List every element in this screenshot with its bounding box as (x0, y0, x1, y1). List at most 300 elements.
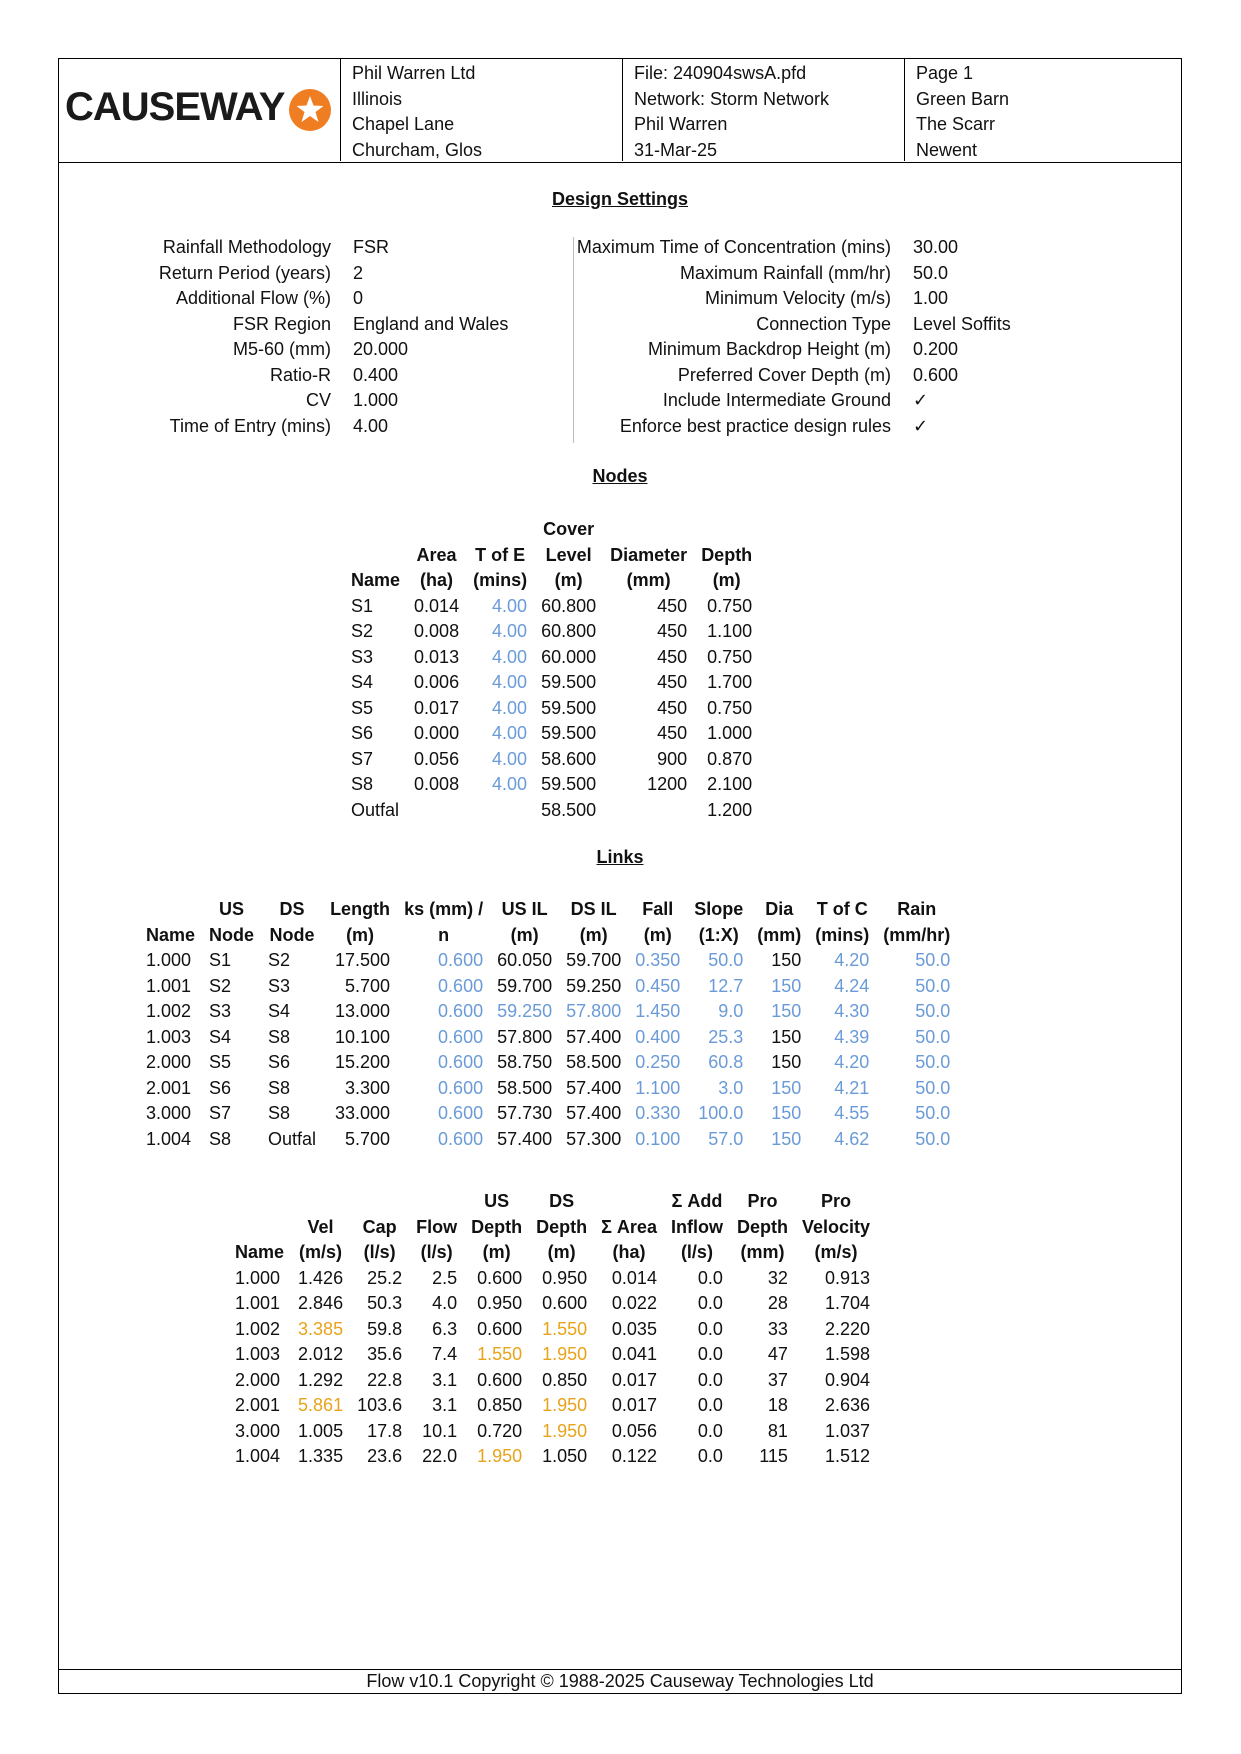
table-cell: 58.500 (566, 1052, 622, 1072)
table-cell: 5.700 (345, 1128, 391, 1149)
logo-text: CAUSEWAY (65, 85, 285, 129)
table-cell: 1.450 (635, 1001, 681, 1021)
table-cell: 23.6 (367, 1446, 403, 1466)
table-row (139, 999, 957, 1025)
table-cell: 0.056 (414, 748, 460, 769)
table-row (228, 1317, 877, 1343)
table-cell: 0.0 (697, 1344, 723, 1364)
table-cell: 150 (771, 1026, 802, 1047)
table-cell: 0.0 (697, 1267, 723, 1288)
logo (59, 59, 341, 161)
table-cell: 59.500 (541, 672, 597, 692)
column-header: Pro Depth (mm) (736, 1191, 788, 1262)
table-cell: 0.600 (438, 1052, 484, 1072)
table-cell: S6 (268, 1052, 291, 1072)
table-cell: 4.00 (492, 697, 528, 718)
table-cell: 2.000 (235, 1369, 281, 1390)
table-cell: S5 (351, 697, 374, 718)
column-header: US Depth (m) (471, 1191, 523, 1262)
table-cell: 57.730 (497, 1103, 553, 1123)
table-cell: 0.006 (414, 672, 460, 692)
table-cell: 0.0 (697, 1395, 723, 1415)
table-cell: 1.004 (146, 1128, 192, 1149)
setting-value: England and Wales (353, 313, 509, 334)
table-row (344, 772, 759, 798)
table-cell: 1.426 (298, 1267, 344, 1288)
table-cell: 1.598 (824, 1344, 870, 1364)
table-cell: 4.62 (834, 1128, 870, 1149)
table-cell: 1.292 (298, 1369, 344, 1390)
nodes-table (344, 517, 759, 823)
setting-row (59, 337, 508, 363)
table-cell: 4.00 (492, 774, 528, 794)
table-cell: 57.400 (497, 1128, 553, 1149)
table-cell: S2 (209, 975, 232, 996)
setting-label: M5-60 (mm) (233, 339, 331, 359)
table-cell: 150 (771, 1128, 802, 1149)
table-cell: S1 (209, 950, 232, 970)
table-cell: 0.014 (611, 1267, 657, 1288)
table-cell: S1 (351, 595, 374, 616)
setting-label: Include Intermediate Ground (662, 390, 891, 410)
table-cell: 0.600 (477, 1318, 523, 1339)
table-cell: 1200 (647, 774, 688, 794)
table-cell: 0.600 (542, 1293, 588, 1313)
table-cell: 0.017 (611, 1369, 657, 1390)
column-header: Length (m) (330, 899, 391, 945)
table-cell: 450 (657, 621, 688, 641)
table-cell: 1.037 (824, 1420, 870, 1441)
company-line: Illinois (352, 88, 403, 109)
table-cell: 0.0 (697, 1293, 723, 1313)
design-settings-right (513, 235, 1011, 439)
setting-row (513, 414, 1011, 440)
table-cell: 2.012 (298, 1344, 344, 1364)
company-line: Phil Warren Ltd (352, 63, 476, 83)
setting-value: 30.00 (913, 237, 959, 257)
table-cell: 0.750 (707, 595, 753, 616)
setting-label: Preferred Cover Depth (m) (677, 364, 891, 385)
table-row (228, 1291, 877, 1317)
table-cell: 0.600 (438, 1001, 484, 1021)
table-row (344, 696, 759, 722)
table-row (344, 747, 759, 773)
table-cell: 1.002 (235, 1318, 281, 1339)
table-cell: 0.000 (414, 723, 460, 743)
setting-row (59, 261, 508, 287)
table-cell: 3.000 (146, 1103, 192, 1123)
setting-value: 0.200 (913, 339, 959, 359)
file-line: File: 240904swsA.pfd (634, 63, 807, 83)
file-info (623, 59, 905, 161)
table-row (139, 1101, 957, 1127)
table-cell: 1.002 (146, 1001, 192, 1021)
column-header: DS Node (269, 899, 315, 945)
table-cell: 0.600 (438, 1128, 484, 1149)
table-cell (407, 798, 466, 824)
table-cell: 33 (767, 1318, 788, 1339)
table-cell: 150 (771, 1052, 802, 1072)
table-cell: 59.8 (367, 1318, 403, 1339)
company-line: Churcham, Glos (352, 139, 483, 160)
report-header (59, 59, 1181, 163)
setting-value: 0.400 (353, 364, 399, 385)
table-cell: 1.050 (542, 1446, 588, 1466)
column-header: Pro Velocity (m/s) (801, 1191, 870, 1262)
table-cell: 59.700 (497, 975, 553, 996)
table-cell: 10.100 (335, 1026, 391, 1047)
table-cell: S5 (209, 1052, 232, 1072)
setting-label: Time of Entry (mins) (169, 415, 331, 436)
table-cell: 59.250 (497, 1001, 553, 1021)
table-cell: 1.000 (235, 1267, 281, 1288)
table-cell: 60.050 (497, 950, 553, 970)
table-cell: 25.2 (367, 1267, 403, 1288)
table-cell: 0.041 (611, 1344, 657, 1364)
table-cell: 32 (767, 1267, 788, 1288)
table-cell: 1.001 (235, 1293, 281, 1313)
table-row (139, 948, 957, 974)
table-cell: 1.004 (235, 1446, 281, 1466)
table-cell: 0.850 (542, 1369, 588, 1390)
table-row (344, 670, 759, 696)
table-cell: 1.100 (635, 1077, 681, 1098)
column-header: Σ Area (ha) (601, 1216, 657, 1262)
table-cell: 15.200 (335, 1052, 391, 1072)
table-cell: 0.0 (697, 1420, 723, 1441)
table-cell: S2 (351, 621, 374, 641)
table-cell: 2.636 (824, 1395, 870, 1415)
table-cell: S4 (209, 1026, 232, 1047)
table-cell: 1.512 (824, 1446, 870, 1466)
table-cell: 450 (657, 646, 688, 667)
table-row (228, 1266, 877, 1292)
column-header: Slope (1:X) (694, 899, 744, 945)
table-cell: 58.750 (497, 1052, 553, 1072)
table-cell (466, 798, 534, 824)
setting-label: FSR Region (232, 313, 331, 334)
column-header: T of C (mins) (815, 899, 870, 945)
table-cell: 3.300 (345, 1077, 391, 1098)
table-cell: 450 (657, 723, 688, 743)
setting-label: Return Period (years) (158, 262, 331, 283)
setting-value: 50.0 (913, 262, 949, 283)
table-cell: 60.800 (541, 595, 597, 616)
table-cell: 1.000 (146, 950, 192, 970)
table-cell: 0.014 (414, 595, 460, 616)
table-cell: 50.3 (367, 1293, 403, 1313)
column-header: Flow (l/s) (416, 1216, 458, 1262)
table-cell: 0.600 (438, 1103, 484, 1123)
table-cell: 100.0 (698, 1103, 744, 1123)
table-cell: 0.013 (414, 646, 460, 667)
table-cell: 1.335 (298, 1446, 344, 1466)
column-header: Name (146, 924, 196, 945)
setting-value: Level Soffits (913, 313, 1011, 334)
setting-label: Additional Flow (%) (175, 288, 331, 308)
table-row (139, 1050, 957, 1076)
setting-value: 0.600 (913, 364, 959, 385)
table-cell: 450 (657, 672, 688, 692)
table-cell: 9.0 (718, 1001, 744, 1021)
table-cell: 28 (767, 1293, 788, 1313)
table-cell: 0.035 (611, 1318, 657, 1339)
table-row (228, 1444, 877, 1470)
table-cell: 0.122 (611, 1446, 657, 1466)
table-cell: S4 (268, 1001, 291, 1021)
table-cell: 1.001 (146, 975, 192, 996)
table-cell: S3 (268, 975, 291, 996)
table-cell: 25.3 (708, 1026, 744, 1047)
setting-value: 20.000 (353, 339, 409, 359)
table-cell: 1.950 (542, 1344, 588, 1364)
setting-label: Maximum Rainfall (mm/hr) (679, 262, 891, 283)
table-cell: 115 (759, 1446, 788, 1466)
table-cell: 450 (657, 595, 688, 616)
table-cell: 22.0 (422, 1446, 458, 1466)
page-line: Newent (916, 139, 978, 160)
table-cell: 12.7 (708, 975, 744, 996)
table-row (228, 1419, 877, 1445)
table-cell: 0.904 (824, 1369, 870, 1390)
table-cell: 0.913 (824, 1267, 870, 1288)
file-line: Phil Warren (634, 114, 728, 134)
table-cell: 4.00 (492, 723, 528, 743)
table-cell: S8 (268, 1103, 291, 1123)
table-cell: 1.003 (146, 1026, 192, 1047)
table-cell: 59.500 (541, 697, 597, 718)
table-cell: 3.1 (432, 1395, 458, 1415)
table-cell: 57.800 (497, 1026, 553, 1047)
table-cell: 22.8 (367, 1369, 403, 1390)
table-cell: 10.1 (422, 1420, 458, 1441)
company-line: Chapel Lane (352, 114, 455, 134)
table-cell: 0.600 (438, 950, 484, 970)
table-cell: 4.00 (492, 595, 528, 616)
setting-value: 2 (353, 262, 364, 283)
table-cell: 0.017 (611, 1395, 657, 1415)
table-cell: 4.20 (834, 950, 870, 970)
setting-row (513, 312, 1011, 338)
table-cell: 1.100 (707, 621, 753, 641)
table-cell: 60.8 (708, 1052, 744, 1072)
page-line: Green Barn (916, 88, 1010, 109)
setting-row (513, 337, 1011, 363)
setting-row (513, 261, 1011, 287)
table-cell: 0.600 (438, 975, 484, 996)
setting-label: Enforce best practice design rules (619, 415, 891, 436)
table-cell: S8 (268, 1026, 291, 1047)
table-cell: 50.0 (915, 1077, 951, 1098)
table-cell: 0.022 (611, 1293, 657, 1313)
table-cell: 13.000 (335, 1001, 391, 1021)
setting-label: CV (305, 390, 331, 410)
design-settings-title: Design Settings (551, 189, 689, 209)
table-cell: 50.0 (915, 1052, 951, 1072)
table-cell: 2.846 (298, 1293, 344, 1313)
setting-value: FSR (353, 237, 389, 257)
table-cell: S4 (351, 672, 374, 692)
table-cell: 57.400 (566, 1077, 622, 1098)
setting-label: Ratio-R (269, 364, 331, 385)
table-cell: 5.700 (345, 975, 391, 996)
table-cell: S7 (209, 1103, 232, 1123)
table-cell: 37 (767, 1369, 788, 1390)
table-row (139, 1025, 957, 1051)
table-row (228, 1342, 877, 1368)
page-line: Page 1 (916, 63, 974, 83)
table-cell: 2.100 (707, 774, 753, 794)
table-cell: 33.000 (335, 1103, 391, 1123)
setting-label: Connection Type (756, 313, 891, 334)
table-cell: 59.500 (541, 774, 597, 794)
table-cell: 0.330 (635, 1103, 681, 1123)
setting-row (59, 363, 508, 389)
table-cell: 4.24 (834, 975, 870, 996)
setting-row (513, 235, 1011, 261)
table-cell: 900 (657, 748, 688, 769)
table-cell: 450 (657, 697, 688, 718)
table-cell: 17.8 (367, 1420, 403, 1441)
table-cell: 2.001 (146, 1077, 192, 1098)
table-cell: 2.5 (432, 1267, 458, 1288)
table-cell: 0.600 (438, 1077, 484, 1098)
table-cell: 59.500 (541, 723, 597, 743)
column-header: Dia (mm) (757, 899, 802, 945)
table-cell: S3 (209, 1001, 232, 1021)
table-cell: 1.950 (542, 1395, 588, 1415)
table-cell: S8 (268, 1077, 291, 1098)
table-cell: 0.008 (414, 621, 460, 641)
column-header: Area (ha) (416, 544, 457, 590)
table-cell: 1.003 (235, 1344, 281, 1364)
setting-value: 1.00 (913, 288, 949, 308)
setting-row (59, 235, 508, 261)
table-cell: 50.0 (915, 1001, 951, 1021)
table-cell: 3.000 (235, 1420, 281, 1441)
table-cell: S3 (351, 646, 374, 667)
table-cell: Outfal (351, 799, 400, 820)
table-cell: 57.0 (708, 1128, 744, 1149)
table-cell: 2.000 (146, 1052, 192, 1072)
table-cell: 4.21 (834, 1077, 870, 1098)
table-cell: 0.008 (414, 774, 460, 794)
setting-row (59, 312, 508, 338)
table-cell: 58.500 (497, 1077, 553, 1098)
copyright-footer: Flow v10.1 Copyright © 1988-2025 Causeway Technologies Ltd (59, 1669, 1181, 1693)
table-cell: 0.870 (707, 748, 753, 769)
nodes-title: Nodes (592, 466, 648, 486)
setting-value: 0 (353, 288, 364, 308)
star-icon (289, 89, 331, 131)
table-cell: 2.220 (824, 1318, 870, 1339)
setting-row (59, 388, 508, 414)
table-cell: 0.950 (477, 1293, 523, 1313)
table-cell: 6.3 (432, 1318, 458, 1339)
table-cell: 1.550 (477, 1344, 523, 1364)
table-row (344, 721, 759, 747)
column-header: ks (mm) / n (404, 899, 484, 945)
table-row (228, 1368, 877, 1394)
column-header: Vel (m/s) (299, 1216, 343, 1262)
flows-table (228, 1189, 877, 1470)
links-table (139, 897, 957, 1152)
table-cell: 1.550 (542, 1318, 588, 1339)
table-cell: 0.0 (697, 1318, 723, 1339)
table-cell: 60.000 (541, 646, 597, 667)
setting-label: Minimum Velocity (m/s) (704, 288, 891, 308)
table-cell: 0.017 (414, 697, 460, 718)
table-cell: S8 (351, 774, 374, 794)
table-cell: 1.005 (298, 1420, 344, 1441)
table-cell: 57.400 (566, 1026, 622, 1047)
table-cell: 0.750 (707, 646, 753, 667)
table-cell: 0.600 (477, 1369, 523, 1390)
table-cell: 4.55 (834, 1103, 870, 1123)
table-cell: 0.600 (477, 1267, 523, 1288)
column-header: Diameter (mm) (610, 544, 688, 590)
table-cell: 18 (767, 1395, 788, 1415)
table-cell: 4.39 (834, 1026, 870, 1047)
table-cell: 0.250 (635, 1052, 681, 1072)
table-cell: 0.400 (635, 1026, 681, 1047)
setting-label: Minimum Backdrop Height (m) (647, 339, 891, 359)
table-cell: S2 (268, 950, 291, 970)
column-header: Depth (m) (701, 544, 753, 590)
table-cell: 150 (771, 950, 802, 970)
table-cell: 0.0 (697, 1446, 723, 1466)
column-header: Name (351, 570, 401, 590)
column-header: Rain (mm/hr) (883, 899, 951, 945)
setting-row (513, 286, 1011, 312)
column-header: DS Depth (m) (536, 1191, 588, 1262)
table-cell: 50.0 (915, 1026, 951, 1047)
table-cell: 0.056 (611, 1420, 657, 1441)
file-line: 31-Mar-25 (634, 139, 718, 160)
table-cell: 4.00 (492, 646, 528, 667)
table-cell: 47 (767, 1344, 788, 1364)
table-cell: 58.600 (541, 748, 597, 769)
table-cell: 1.000 (707, 723, 753, 743)
table-cell: S6 (351, 723, 374, 743)
links-title: Links (596, 847, 644, 867)
table-row (344, 594, 759, 620)
setting-row (513, 388, 1011, 414)
table-cell: 81 (767, 1420, 788, 1441)
setting-value: 4.00 (353, 415, 389, 436)
setting-value: ✓ (913, 415, 929, 436)
table-cell: 0.100 (635, 1128, 681, 1149)
table-cell: 1.200 (707, 799, 753, 820)
table-cell: 0.600 (438, 1026, 484, 1047)
table-row (139, 974, 957, 1000)
table-cell: 3.1 (432, 1369, 458, 1390)
table-cell: 57.300 (566, 1128, 622, 1149)
setting-row (59, 286, 508, 312)
column-header: Cover Level (m) (543, 519, 595, 590)
report-page (58, 58, 1182, 1694)
table-cell: 0.0 (697, 1369, 723, 1390)
table-cell: 150 (771, 1103, 802, 1123)
table-cell: 0.350 (635, 950, 681, 970)
table-cell: 50.0 (915, 1128, 951, 1149)
table-cell: 50.0 (915, 975, 951, 996)
table-cell: S6 (209, 1077, 232, 1098)
table-row (139, 1076, 957, 1102)
setting-label: Rainfall Methodology (162, 237, 331, 257)
column-header: US IL (m) (501, 899, 548, 945)
column-header: DS IL (m) (570, 899, 617, 945)
